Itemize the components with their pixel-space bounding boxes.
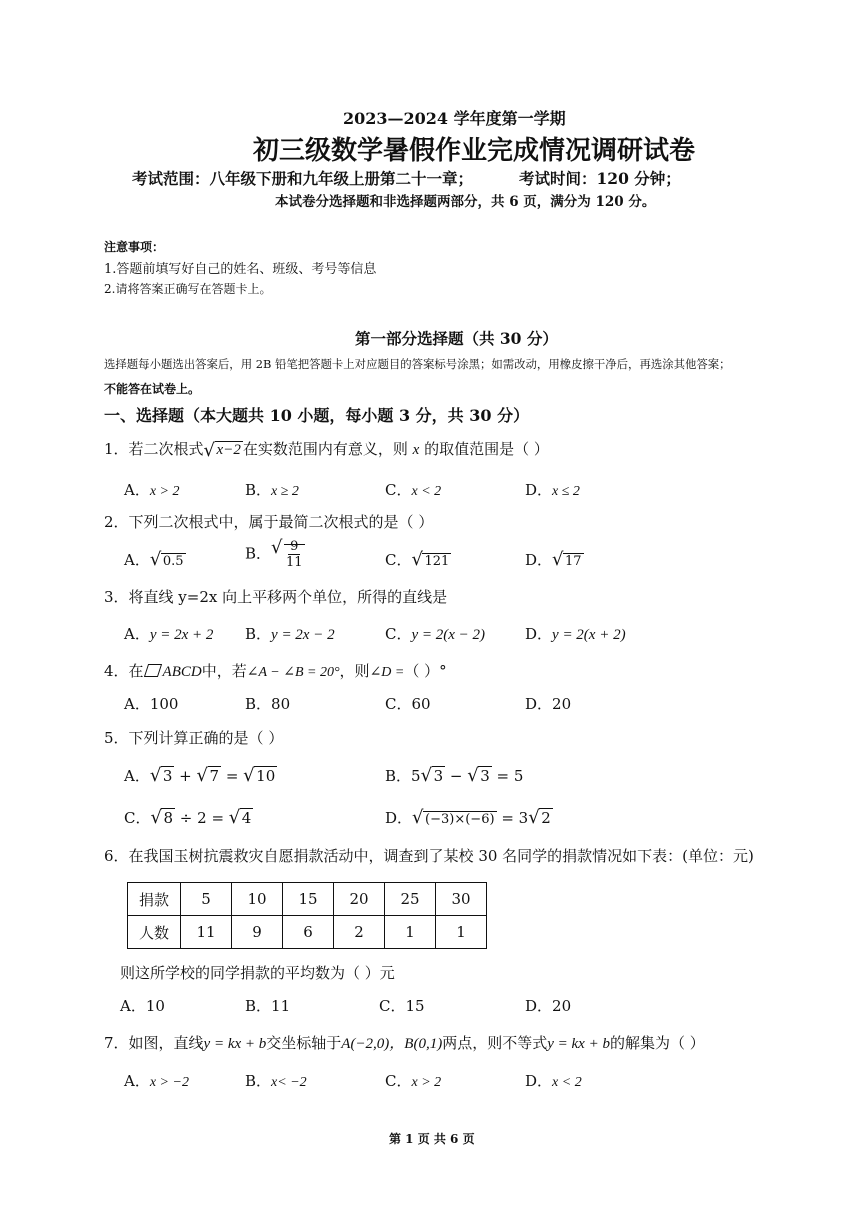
q1-option-c[interactable]: C．x < 2 — [385, 481, 442, 499]
q5-option-a[interactable]: A．√ 3 + √ 7 = √ 10 — [124, 765, 277, 786]
table-cell: 5 — [181, 883, 232, 916]
notice-title: 注意事项： — [104, 240, 165, 254]
q6-option-a[interactable]: A．10 — [120, 997, 165, 1015]
exam-time: 考试时间：120 分钟； — [519, 169, 681, 188]
exam-title: 初三级数学暑假作业完成情况调研试卷 — [253, 136, 696, 166]
q6-option-d[interactable]: D．20 — [525, 997, 572, 1015]
q2-option-c[interactable]: C．√ 121 — [385, 549, 451, 570]
table-cell: 人数 — [128, 916, 181, 949]
q4-option-d[interactable]: D．20 — [525, 695, 572, 713]
question-2: 2．下列二次根式中，属于最简二次根式的是（ ） — [104, 513, 434, 531]
part1-instruction-2: 不能答在试卷上。 — [104, 382, 201, 396]
parallelogram-symbol — [143, 664, 161, 677]
q4-option-b[interactable]: B．80 — [245, 695, 291, 713]
donation-table — [127, 882, 487, 949]
table-cell: 30 — [436, 883, 487, 916]
part1-title: 第一部分选择题（共 30 分） — [355, 329, 558, 348]
table-cell: 15 — [283, 883, 334, 916]
q3-option-d[interactable]: D．y = 2(x + 2) — [525, 625, 626, 643]
q1-option-b[interactable]: B．x ≥ 2 — [245, 481, 299, 499]
q3-option-a[interactable]: A．y = 2x + 2 — [124, 625, 214, 643]
table-cell: 11 — [181, 916, 232, 949]
table-cell: 2 — [334, 916, 385, 949]
q4-option-a[interactable]: A．100 — [124, 695, 179, 713]
question-6-follow: 则这所学校的同学捐款的平均数为（ ）元 — [120, 964, 395, 982]
q5-option-b[interactable]: B．5√ 3 − √ 3 = 5 — [385, 765, 523, 786]
q1-option-a[interactable]: A．x > 2 — [124, 481, 180, 499]
page-footer: 第 1 页 共 6 页 — [389, 1132, 475, 1146]
section-heading: 一、选择题（本大题共 10 小题，每小题 3 分，共 30 分） — [104, 406, 530, 425]
exam-term: 2023—2024 学年度第一学期 — [343, 109, 566, 128]
q2-option-b[interactable]: B． √ $\frac{9}{11}$ — [245, 539, 305, 570]
q6-option-c[interactable]: C．15 — [379, 997, 425, 1015]
table-row — [128, 883, 487, 916]
table-cell: 9 — [232, 916, 283, 949]
question-7: 7．如图，直线y = kx + b交坐标轴于A(−2,0)，B(0,1)两点，则不等式y = kx + b的解集为（ ） — [104, 1034, 705, 1052]
q7-option-c[interactable]: C．x > 2 — [385, 1072, 442, 1090]
q3-option-c[interactable]: C．y = 2(x − 2) — [385, 625, 486, 643]
notice-item: 2.请将答案正确写在答题卡上。 — [104, 282, 272, 296]
q7-option-b[interactable]: B．x< −2 — [245, 1072, 307, 1090]
q1-option-d[interactable]: D．x ≤ 2 — [525, 481, 580, 499]
question-6: 6．在我国玉树抗震救灾自愿捐款活动中，调查到了某校 30 名同学的捐款情况如下表：(单位：元) — [104, 847, 754, 865]
question-1: 1．若二次根式√ x−2 在实数范围内有意义，则 x 的取值范围是（ ） — [104, 438, 549, 459]
question-3: 3．将直线 y=2x 向上平移两个单位，所得的直线是 — [104, 588, 448, 606]
table-cell: 20 — [334, 883, 385, 916]
question-4: 4．在 ABCD中，若∠A − ∠B = 20°，则∠D =（ ）° — [104, 662, 447, 680]
q2-option-a[interactable]: A．√ 0.5 — [124, 549, 186, 570]
notice-item: 1.答题前填写好自己的姓名、班级、考号等信息 — [104, 262, 377, 277]
table-row — [128, 916, 487, 949]
table-cell: 10 — [232, 883, 283, 916]
q6-option-b[interactable]: B．11 — [245, 997, 291, 1015]
q4-option-c[interactable]: C．60 — [385, 695, 431, 713]
exam-info: 本试卷分选择题和非选择题两部分，共 6 页，满分为 120 分。 — [275, 194, 656, 210]
table-cell: 捐款 — [128, 883, 181, 916]
question-5: 5．下列计算正确的是（ ） — [104, 729, 284, 747]
q7-option-a[interactable]: A．x > −2 — [124, 1072, 189, 1090]
exam-scope: 考试范围：八年级下册和九年级上册第二十一章； — [132, 169, 474, 188]
q7-option-d[interactable]: D．x < 2 — [525, 1072, 582, 1090]
q3-option-b[interactable]: B．y = 2x − 2 — [245, 625, 335, 643]
part1-instruction: 选择题每小题选出答案后，用 2B 铅笔把答题卡上对应题目的答案标号涂黑；如需改动，用橡皮擦干净后，再选涂其他答案； — [104, 357, 731, 371]
q5-option-d[interactable]: D．√ (−3)×(−6) = 3√ 2 — [385, 807, 553, 828]
table-cell: 1 — [385, 916, 436, 949]
table-cell: 1 — [436, 916, 487, 949]
q2-option-d[interactable]: D．√ 17 — [525, 549, 584, 570]
table-cell: 25 — [385, 883, 436, 916]
table-cell: 6 — [283, 916, 334, 949]
q5-option-c[interactable]: C．√ 8 ÷ 2 = √ 4 — [124, 807, 253, 828]
